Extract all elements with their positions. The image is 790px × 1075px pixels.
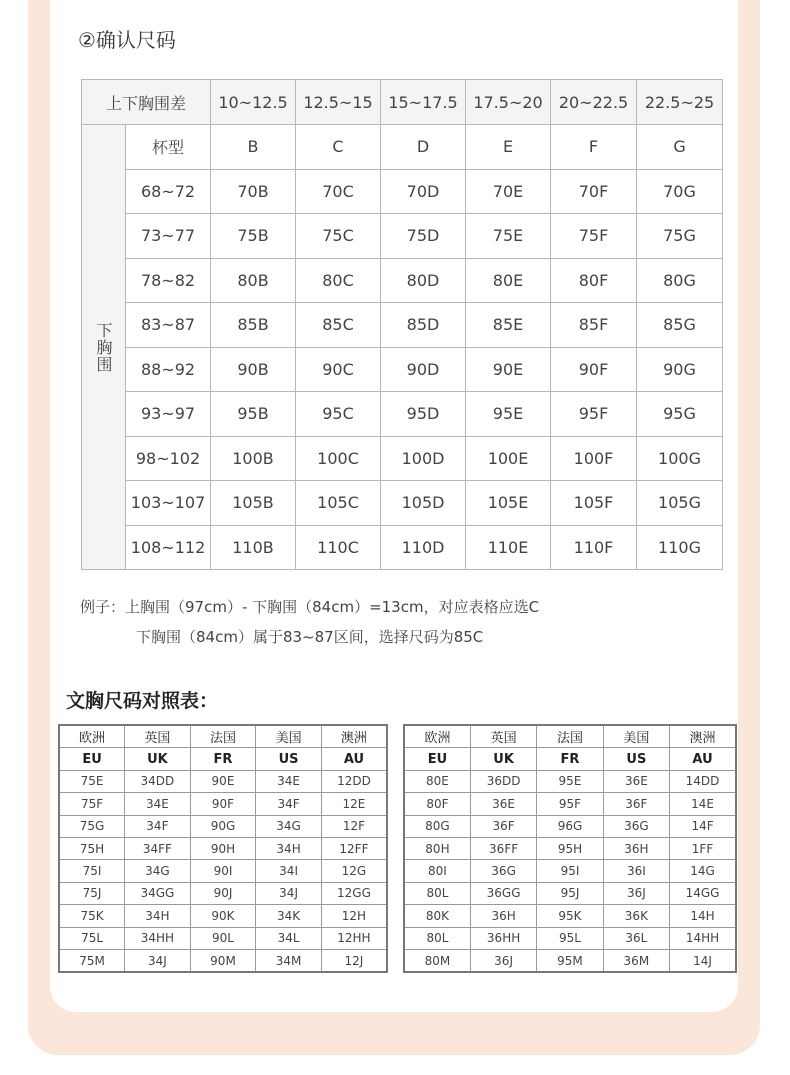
example-line-1: 例子：上胸围（97cm）- 下胸围（84cm）=13cm，对应表格应选C <box>80 598 540 616</box>
comparison-cell: 95K <box>537 905 603 927</box>
size-cell: 75E <box>466 214 551 259</box>
size-row <box>82 303 723 348</box>
size-cell: 110G <box>637 525 723 570</box>
comparison-cell: 75I <box>59 860 125 882</box>
comparison-header-en <box>59 748 387 770</box>
comparison-cell: 36F <box>470 815 536 837</box>
cup-label: 杯型 <box>126 125 211 170</box>
difference-cell: 10~12.5 <box>211 80 296 125</box>
comparison-cell: 14HH <box>670 927 736 949</box>
size-cell: 110D <box>381 525 466 570</box>
comparison-cell: 36F <box>603 793 669 815</box>
region-code: AU <box>321 748 387 770</box>
cup-cell: E <box>466 125 551 170</box>
underbust-range-cell: 88~92 <box>126 347 211 392</box>
size-row <box>82 525 723 570</box>
comparison-row <box>404 815 736 837</box>
size-cell: 100E <box>466 436 551 481</box>
comparison-row <box>404 793 736 815</box>
size-cell: 100G <box>637 436 723 481</box>
size-cell: 110B <box>211 525 296 570</box>
comparison-cell: 34F <box>125 815 191 837</box>
size-cell: 105D <box>381 481 466 526</box>
comparison-cell: 95H <box>537 837 603 859</box>
step-title: ②确认尺码 <box>78 28 176 52</box>
size-row <box>82 392 723 437</box>
comparison-cell: 12H <box>321 905 387 927</box>
comparison-cell: 75K <box>59 905 125 927</box>
underbust-range-cell: 103~107 <box>126 481 211 526</box>
comparison-header-cn <box>59 725 387 748</box>
region-cn: 美国 <box>256 725 322 748</box>
comparison-cell: 80F <box>404 793 470 815</box>
comparison-cell: 75J <box>59 882 125 904</box>
comparison-row <box>59 837 387 859</box>
size-cell: 80E <box>466 258 551 303</box>
difference-cell: 20~22.5 <box>551 80 637 125</box>
comparison-row <box>404 882 736 904</box>
size-row <box>82 436 723 481</box>
comparison-row <box>404 927 736 949</box>
size-cell: 70C <box>296 169 381 214</box>
comparison-cell: 34G <box>256 815 322 837</box>
comparison-cell: 34HH <box>125 927 191 949</box>
size-cell: 95F <box>551 392 637 437</box>
comparison-cell: 95L <box>537 927 603 949</box>
size-cell: 85G <box>637 303 723 348</box>
comparison-cell: 34E <box>125 793 191 815</box>
comparison-cell: 90E <box>190 770 256 792</box>
size-cell: 85C <box>296 303 381 348</box>
comparison-cell: 80H <box>404 837 470 859</box>
comparison-header-cn <box>404 725 736 748</box>
size-cell: 100B <box>211 436 296 481</box>
difference-cell: 17.5~20 <box>466 80 551 125</box>
underbust-range-cell: 108~112 <box>126 525 211 570</box>
comparison-row <box>59 793 387 815</box>
comparison-cell: 90K <box>190 905 256 927</box>
comparison-cell: 36G <box>603 815 669 837</box>
comparison-row <box>404 949 736 972</box>
size-cell: 75F <box>551 214 637 259</box>
comparison-cell: 1FF <box>670 837 736 859</box>
comparison-row <box>404 837 736 859</box>
size-cell: 70B <box>211 169 296 214</box>
comparison-cell: 36H <box>603 837 669 859</box>
underbust-range-cell: 73~77 <box>126 214 211 259</box>
region-cn: 澳洲 <box>321 725 387 748</box>
comparison-row <box>404 770 736 792</box>
comparison-row <box>59 949 387 972</box>
size-row <box>82 258 723 303</box>
comparison-cell: 34J <box>256 882 322 904</box>
size-cell: 105B <box>211 481 296 526</box>
underbust-range-cell: 78~82 <box>126 258 211 303</box>
size-row <box>82 481 723 526</box>
size-cell: 105G <box>637 481 723 526</box>
comparison-cell: 34K <box>256 905 322 927</box>
cup-cell: C <box>296 125 381 170</box>
region-code: US <box>256 748 322 770</box>
size-cell: 70E <box>466 169 551 214</box>
comparison-cell: 12DD <box>321 770 387 792</box>
comparison-cell: 90M <box>190 949 256 972</box>
region-code: FR <box>190 748 256 770</box>
size-cell: 100C <box>296 436 381 481</box>
comparison-cell: 75L <box>59 927 125 949</box>
size-cell: 110F <box>551 525 637 570</box>
size-row <box>82 214 723 259</box>
size-cell: 105C <box>296 481 381 526</box>
comparison-cell: 34H <box>256 837 322 859</box>
size-cell: 80C <box>296 258 381 303</box>
size-cell: 80G <box>637 258 723 303</box>
comparison-cell: 90G <box>190 815 256 837</box>
size-cell: 95D <box>381 392 466 437</box>
comparison-table-right <box>403 724 737 973</box>
size-cell: 70F <box>551 169 637 214</box>
comparison-row <box>59 770 387 792</box>
cup-cell: D <box>381 125 466 170</box>
comparison-cell: 90L <box>190 927 256 949</box>
difference-cell: 15~17.5 <box>381 80 466 125</box>
comparison-cell: 75F <box>59 793 125 815</box>
comparison-cell: 34GG <box>125 882 191 904</box>
size-cell: 100F <box>551 436 637 481</box>
comparison-table-left <box>58 724 388 973</box>
size-cell: 90G <box>637 347 723 392</box>
comparison-cell: 36H <box>470 905 536 927</box>
comparison-cell: 36E <box>603 770 669 792</box>
size-cell: 80B <box>211 258 296 303</box>
comparison-cell: 75H <box>59 837 125 859</box>
comparison-cell: 80M <box>404 949 470 972</box>
comparison-cell: 95M <box>537 949 603 972</box>
region-cn: 澳洲 <box>670 725 736 748</box>
comparison-cell: 34FF <box>125 837 191 859</box>
comparison-cell: 36DD <box>470 770 536 792</box>
corner-label: 上下胸围差 <box>82 80 211 125</box>
region-code: FR <box>537 748 603 770</box>
size-cell: 90D <box>381 347 466 392</box>
comparison-cell: 95E <box>537 770 603 792</box>
underbust-range-cell: 83~87 <box>126 303 211 348</box>
size-cell: 90E <box>466 347 551 392</box>
size-cell: 105F <box>551 481 637 526</box>
comparison-cell: 34L <box>256 927 322 949</box>
size-cell: 110C <box>296 525 381 570</box>
size-cell: 95B <box>211 392 296 437</box>
size-cell: 75B <box>211 214 296 259</box>
comparison-cell: 14DD <box>670 770 736 792</box>
size-cell: 100D <box>381 436 466 481</box>
comparison-cell: 95I <box>537 860 603 882</box>
comparison-row <box>404 905 736 927</box>
comparison-cell: 12FF <box>321 837 387 859</box>
region-code: EU <box>404 748 470 770</box>
difference-cell: 22.5~25 <box>637 80 723 125</box>
comparison-cell: 12G <box>321 860 387 882</box>
region-cn: 法国 <box>190 725 256 748</box>
comparison-cell: 12HH <box>321 927 387 949</box>
underbust-range-cell: 68~72 <box>126 169 211 214</box>
comparison-cell: 80K <box>404 905 470 927</box>
underbust-range-cell: 98~102 <box>126 436 211 481</box>
comparison-cell: 75E <box>59 770 125 792</box>
region-cn: 美国 <box>603 725 669 748</box>
comparison-cell: 36K <box>603 905 669 927</box>
example-line-2: 下胸围（84cm）属于83~87区间，选择尺码为85C <box>136 628 484 646</box>
comparison-cell: 12GG <box>321 882 387 904</box>
comparison-cell: 34H <box>125 905 191 927</box>
comparison-cell: 75M <box>59 949 125 972</box>
comparison-title: 文胸尺码对照表： <box>66 690 219 712</box>
size-chart-table <box>81 79 723 570</box>
size-cell: 85F <box>551 303 637 348</box>
comparison-cell: 14J <box>670 949 736 972</box>
region-code: UK <box>470 748 536 770</box>
region-code: AU <box>670 748 736 770</box>
row-group-label: 下胸围 <box>82 125 126 570</box>
comparison-cell: 36M <box>603 949 669 972</box>
comparison-row <box>59 905 387 927</box>
comparison-cell: 34G <box>125 860 191 882</box>
size-cell: 110E <box>466 525 551 570</box>
comparison-cell: 80G <box>404 815 470 837</box>
size-cell: 70G <box>637 169 723 214</box>
cup-cell: G <box>637 125 723 170</box>
size-cell: 105E <box>466 481 551 526</box>
region-cn: 欧洲 <box>59 725 125 748</box>
comparison-cell: 14GG <box>670 882 736 904</box>
comparison-cell: 12J <box>321 949 387 972</box>
comparison-cell: 36G <box>470 860 536 882</box>
comparison-row <box>59 815 387 837</box>
comparison-cell: 75G <box>59 815 125 837</box>
comparison-cell: 80L <box>404 882 470 904</box>
comparison-cell: 80E <box>404 770 470 792</box>
size-cell: 75D <box>381 214 466 259</box>
comparison-cell: 80L <box>404 927 470 949</box>
size-cell: 90B <box>211 347 296 392</box>
region-cn: 欧洲 <box>404 725 470 748</box>
comparison-cell: 36FF <box>470 837 536 859</box>
comparison-cell: 36L <box>603 927 669 949</box>
comparison-header-en <box>404 748 736 770</box>
size-cell: 95C <box>296 392 381 437</box>
comparison-cell: 36HH <box>470 927 536 949</box>
comparison-cell: 14E <box>670 793 736 815</box>
cup-header-row <box>82 125 723 170</box>
size-cell: 75G <box>637 214 723 259</box>
comparison-row <box>59 860 387 882</box>
region-cn: 法国 <box>537 725 603 748</box>
comparison-cell: 95F <box>537 793 603 815</box>
cup-cell: F <box>551 125 637 170</box>
size-row <box>82 347 723 392</box>
comparison-cell: 90J <box>190 882 256 904</box>
comparison-cell: 12E <box>321 793 387 815</box>
comparison-cell: 34E <box>256 770 322 792</box>
size-cell: 80F <box>551 258 637 303</box>
comparison-cell: 34F <box>256 793 322 815</box>
comparison-cell: 80I <box>404 860 470 882</box>
size-cell: 85E <box>466 303 551 348</box>
cup-cell: B <box>211 125 296 170</box>
size-cell: 85D <box>381 303 466 348</box>
comparison-cell: 36J <box>603 882 669 904</box>
size-cell: 90F <box>551 347 637 392</box>
size-cell: 70D <box>381 169 466 214</box>
size-cell: 80D <box>381 258 466 303</box>
difference-cell: 12.5~15 <box>296 80 381 125</box>
comparison-row <box>404 860 736 882</box>
size-cell: 85B <box>211 303 296 348</box>
region-code: UK <box>125 748 191 770</box>
difference-header-row <box>82 80 723 125</box>
region-code: EU <box>59 748 125 770</box>
comparison-cell: 36I <box>603 860 669 882</box>
comparison-cell: 14G <box>670 860 736 882</box>
comparison-cell: 34J <box>125 949 191 972</box>
comparison-cell: 34M <box>256 949 322 972</box>
underbust-range-cell: 93~97 <box>126 392 211 437</box>
comparison-cell: 12F <box>321 815 387 837</box>
comparison-cell: 90F <box>190 793 256 815</box>
comparison-cell: 96G <box>537 815 603 837</box>
comparison-row <box>59 882 387 904</box>
comparison-cell: 34DD <box>125 770 191 792</box>
comparison-cell: 14F <box>670 815 736 837</box>
region-code: US <box>603 748 669 770</box>
size-cell: 90C <box>296 347 381 392</box>
comparison-cell: 90I <box>190 860 256 882</box>
size-row <box>82 169 723 214</box>
comparison-cell: 36E <box>470 793 536 815</box>
comparison-row <box>59 927 387 949</box>
comparison-cell: 34I <box>256 860 322 882</box>
region-cn: 英国 <box>125 725 191 748</box>
size-cell: 95E <box>466 392 551 437</box>
comparison-cell: 14H <box>670 905 736 927</box>
region-cn: 英国 <box>470 725 536 748</box>
comparison-cell: 90H <box>190 837 256 859</box>
size-cell: 75C <box>296 214 381 259</box>
comparison-cell: 36GG <box>470 882 536 904</box>
size-cell: 95G <box>637 392 723 437</box>
comparison-cell: 36J <box>470 949 536 972</box>
comparison-cell: 95J <box>537 882 603 904</box>
